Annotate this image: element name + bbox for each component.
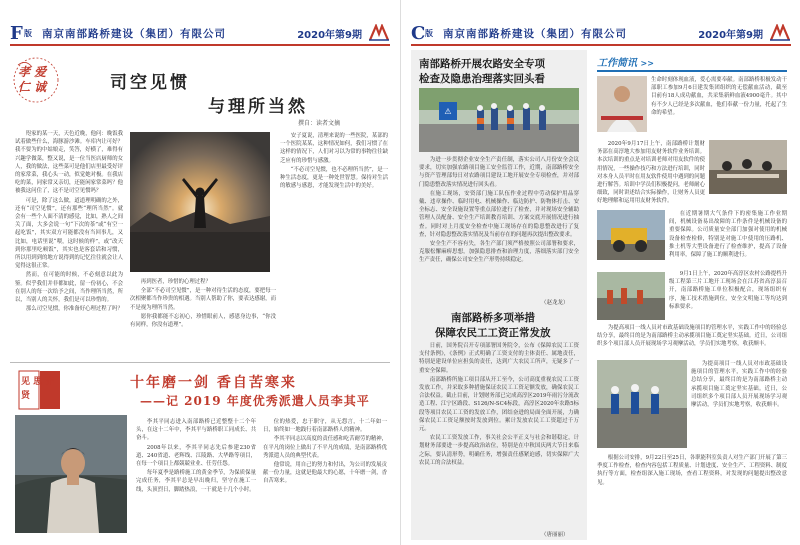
- sidebar-item-3: 在近期暑期大气条件下的密集施工作业期间，机械设备易出故障的工作条件是机械设备的重要保障。公司质量安全部门加强对使用的机械设备检查检修，特别是对施工中使用的压路机、推土机等大型设备进行了检查维护，提高了设备利用率，保障了施工的顺利进行。: [669, 211, 787, 259]
- seal-2-text: 见 思 齐 贤: [21, 377, 55, 401]
- article1-paragraph: 安子夏说，清理来说的一些医院，某部的一个医院某某，这种情况如何，我们习惯了在这样的情况下，人们对习以为常的事物往往缺乏应有的珍惜与感激。: [280, 133, 388, 164]
- version-suffix: 版: [24, 28, 32, 38]
- version-letter: C: [411, 22, 426, 44]
- right-page: [400, 0, 800, 545]
- company-name: 南京南部路桥建设（集团）有限公司: [42, 27, 226, 40]
- r-article1-body: [419, 156, 579, 302]
- inspection-photo: [419, 88, 579, 152]
- article2-col1: [136, 418, 256, 540]
- machinery-photo: [597, 210, 665, 260]
- observation-photo: [597, 360, 687, 448]
- article1-paragraph: “不必司空见惯，也不必理所当然”，是一种生活态度，更是一种处世智慧。保持对生活的敏感与感恩，才能发现生活中的美好。: [280, 166, 388, 190]
- article2-col2: [263, 418, 387, 540]
- company-logo-icon: [368, 24, 390, 42]
- article2-title-line2: ——记 2019 年度优秀派遣人员李其平: [140, 394, 370, 408]
- article2-paragraph: 位的热爱，忠于职守，从无怨言，十二年如一日，始终如一地践行着南部路桥人的精神。: [263, 419, 387, 434]
- sidebar-item-2: 2020年9月17日上午，南部路桥计划财务部在高淳地大参加用友财务软件业务培训。本次培训的重点是对培训老师对用友软件的使用情况，一些操作技巧和方法进行培训，同时对本身人员平时在用友软件使用中遇到的问题进行解答。培训中学员们积极提问，老师耐心细致，同时讲述结合实际操作，让财务人员更好地理解和运用用友财务软件。: [597, 141, 705, 204]
- article1-paragraph: 全部“不必司空见惯”，是一种对待生活的态度，要把每一次相聚都当作珍贵的相遇。当别人帮助了你，要表达感谢，而不是视为理所当然。: [130, 288, 276, 311]
- sidebar-heading: [597, 54, 654, 69]
- article2-paragraph: 2008年以来，李其平同志先后参建230省道、240省道、老辉线、江陵路、大华路等项目，在每一个项目上都兢兢业业、任劳任怨。: [136, 444, 256, 468]
- article1-paragraph: 可是，除了这么做，道道理明确的之外，还有“司空见惯”，还有那些“理所当然”。就会有一些个人面不清的感觉，比如，熟人之间关了面，大多会说一句“下次的茶”或“有空一起吃饭”，其实双方可能都没有当回事儿，又比如，电话里说“喂，这时候的样”，或“改天到你那里吃顿饭”，其实也是客套话和习惯，所以用到到的地方说得到的记忆往往就会让人觉得这很正常。: [15, 197, 123, 270]
- svg-text:⚠: ⚠: [444, 107, 452, 116]
- sidebar-rule: [597, 70, 787, 72]
- issue-number: 2020年第9期: [698, 29, 763, 41]
- article1-paragraph: 愿你我都能不忘初心，珍惜眼前人，感恩身边事，“你没有同样，你没有道理”。: [130, 313, 276, 329]
- sunset-photo: [130, 132, 270, 272]
- r-article2-paragraph: 农民工工资发放工作，事关社会公平正义与社会和谐稳定，计划财务部要进一步提高政治站位，特别是在中秋国庆两大节日来临之际，要认清形势，明确任务，增强责任感紧迫感，切实保障广大农民工的合法权益。: [419, 435, 579, 466]
- article1-title-line2: 与理所当然: [208, 97, 308, 117]
- sidebar-item-5b: [691, 360, 787, 448]
- company-logo-icon: [769, 24, 791, 42]
- article1-col2: [130, 278, 276, 358]
- r-article1-title-line1: 南部路桥开展农路安全专项: [419, 58, 545, 70]
- r-article2-paragraph: 日前，国务院召开专项部署国务院令，公布《保障农民工工资支付条例》，《条例》正式明确了工资支付的主体责任、属地责任，特别是建设单位应担负的责任，达到广大农民工所声，无疑多了一重安全保障。: [419, 343, 579, 374]
- article1-paragraph: 再到医者，珍惜的心理过程？: [140, 279, 211, 285]
- article2-title-line1: 十年磨一剑 香自苦寒来: [130, 375, 297, 391]
- right-header: [411, 22, 791, 46]
- version-letter: F: [10, 22, 23, 44]
- article1-col3: [280, 132, 388, 358]
- sidebar-item-6: 根据公司安排，9月22日至25日，各职能科室负责人对生产部门开展了第三季度工作检查，检查内容包括工程质量、计划进度、安全生产、工程资料、制度执行等方面，检查组深入施工现场，查看工程资料，对发现的问题提出整改意见。: [597, 455, 787, 486]
- r-article1-title-line2: 检查及隐患治理落实回头看: [419, 73, 545, 85]
- r-article2-paragraph: 南部路桥所施工项目部从开工至今，公司高度重视农民工工资发放工作，并采取多种措施保证农民工工资足额发放，确保农民工合法权益。截止目前，计划财务部已完成高淳区2019年雨污分流改造工程、江宁区路段、S126/N-SC4标段，高淳区2020年农路5标段等项目农民工工资的发放工作，团结奋进的局面全面开展，力确保农民工工资足额按时发放到位。累计发放农民工工资超过千万元。: [419, 376, 579, 433]
- seal-text: 孝 爱 仁 诚: [18, 65, 47, 94]
- r-article1-paragraph: 为进一步贯彻企业安全生产责任制，落实公司八月份安全会议要求，切实加强农路项目施工安全监管工作，近期，南部路桥安全与资产管理部每日对农路项目建设工地开展安全专项检查，并对部门隐患整改落实情况进行回头看。: [419, 157, 579, 188]
- r-article1-author: （赵龙龙）: [541, 300, 569, 306]
- r-article1-paragraph: 在施工现场，安资部门施工队伍作业过程中劳动保护用品穿戴、违章操作、临时用电、机械操作、临边防护、防物体打击、安全标志、安全设施设置等重点部位进行了检查，并对现场安全辅助管理人员配备、安全生产培训教育培训、方案交底开展情况进行抽查。同时对上月度安全检查中施工现场存在的隐患整改进行了复查，针对隐患整改落实情况及当前存在的问题再次提出整改要求。: [419, 190, 579, 238]
- r-article2-title-line2: 保障农民工工资正常发放: [435, 327, 551, 339]
- article2-paragraph: 李其平同志进入南部路桥已近整整十二个年头，在这十二年中，李其平与路桥职工同成长、共奋斗。: [136, 419, 256, 442]
- article1-paragraph: 那么司空见惯，你准备好心理过程了吗？: [25, 306, 123, 313]
- sidebar-item-5b-text: 为提高项目一线人员对市政基础设施项目的管理水平，实践工作中的经验总结分享，最终目的是为南部路桥主动承揽项目施工奠定坚实基础。近日，公司组织多个项目部人员开展现场学习观摩活动，学员们实地考察，收获颇丰。: [691, 361, 787, 409]
- r-article1-paragraph: 安全生产不容有失，各生产部门须严格按照公司部署和要求，克服松懈麻痹思想，加强隐患排查和治理力度，落细落实部门安全生产责任，确保公司安全生产形势持续稳定。: [419, 241, 579, 264]
- article1-col1: [15, 130, 123, 358]
- article2-paragraph: 李其平同志以高度的责任感和吃苦耐劳的精神，在平凡的岗位上做出了不平凡的成绩，是南部路桥优秀派遣人员的典型代表。: [263, 436, 387, 459]
- site-meeting-photo: [597, 272, 665, 320]
- blood-donation-photo: [597, 76, 647, 132]
- sidebar-heading-text: 工作简讯: [597, 58, 637, 69]
- article1-paragraph: 然而，在可能的时候，不必刻意以此为鉴。似乎我们并非都如此，留一份初心，不会在别人的每一次给予之间，当作理所当然，所以，当别人的关怀，我们是可以珍惜的。: [15, 272, 123, 304]
- training-photo: [709, 140, 787, 194]
- r-article2-body: [419, 342, 579, 530]
- sidebar-item-4: 9月1日上午，2020年高淳区农村公路提档升级工程第三片工地开工现场会在江苏省高淳县召开，南部路桥施工单位积极配合，现场组织有序，施工技术措施到位，安全文明施工等均达到标准要求。: [669, 271, 787, 310]
- article2-paragraph: 每年夏季是路桥施工的黄金季节，为保质保量完成任务，李其平总是早出晚归，坚守在施工一线，头顶烈日，脚踏热浪，一干就是十几个小时。: [136, 470, 256, 493]
- issue-number: 2020年第9期: [297, 29, 362, 41]
- seal-stamp: [12, 55, 60, 105]
- article2-paragraph: 他常说，用自己的努力和付出，为公司的发展贡献一份力量，这就是他最大的心愿，十年磨一剑，香自苦寒来。: [263, 462, 387, 485]
- sidebar-item-1: 生命时刻体现血液，爱心需要奉献。南部路桥积极发动干部职工参加9月6日建发集团组织的无偿献血活动，截至目前有18人成功献血，共采集新鲜血液4900毫升。其中有不少人已经是多次献血，他们奉献一份力量，托起了生命的希望。: [651, 77, 787, 116]
- section-divider: [10, 362, 390, 363]
- sidebar-item-5: 为提高项目一线人员对市政基础设施项目的管理水平，实践工作中的经验总结分享，最终目的是为南部路桥主动承揽项目施工奠定坚实基础。近日，公司组织多个项目部人员开展现场学习观摩活动，学员们实地考察，收获颇丰。: [597, 325, 787, 348]
- r-article2-title-line1: 南部路桥多项举措: [451, 312, 535, 324]
- seal-stamp-2: [18, 370, 62, 410]
- r-article2-author: （唐丽丽）: [541, 532, 569, 538]
- sidebar-arrow-icon: >>: [640, 58, 654, 68]
- version-suffix: 版: [425, 28, 433, 38]
- article1-paragraph: 咫家的某一天，天色近晚，他问：晚饭我试着做些什么，海豚游沙滩。车库内让可好？我不要为的中姑娘走，笑答，好横了，难得有兴趣学做菜，整又说，是一位当医店厨师的女人，我的做法，这些菜可是他们店里最受好评的家常菜，我心头一动，似觉她对极。在我店吃的菜，同家常又亲切，还能闲家常菜吗？他被我这问住了，这不是司空见惯吗？: [15, 131, 123, 195]
- article1-author: 撰自：读者文摘: [298, 120, 341, 127]
- left-header: [10, 22, 390, 46]
- company-name: 南京南部路桥建设（集团）有限公司: [443, 27, 627, 40]
- portrait-photo: [15, 415, 127, 533]
- article1-title-line1: 司空见惯: [110, 73, 190, 93]
